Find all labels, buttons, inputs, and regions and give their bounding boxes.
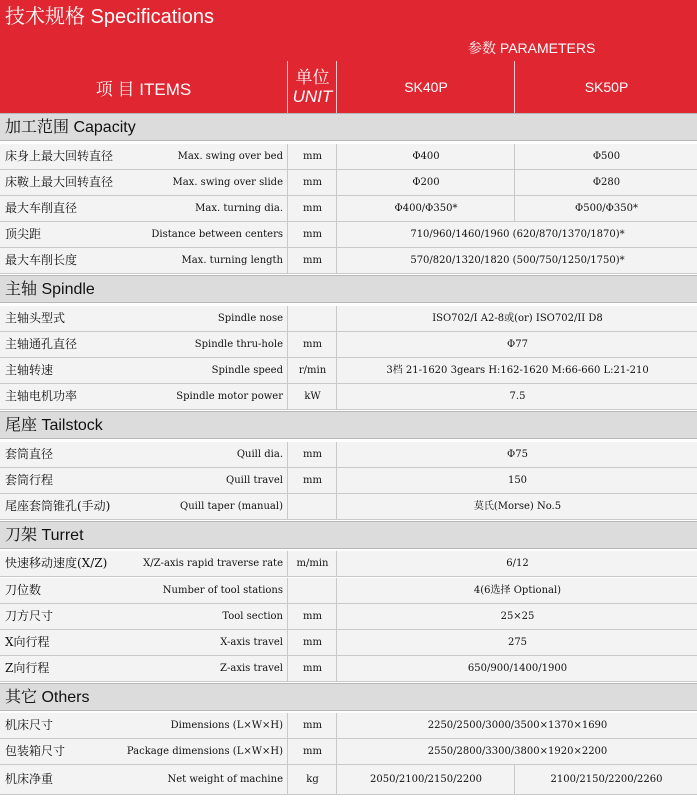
row-unit: mm [287, 222, 337, 247]
row-label-en: Spindle speed [211, 365, 283, 376]
row-unit: r/min [287, 358, 337, 383]
row-label-cn: 套筒行程 [5, 473, 54, 487]
row-label-en: Quill dia. [236, 449, 283, 460]
table-row [0, 765, 697, 795]
row-value-sk50p: 2100/2150/2200/2260 [514, 765, 697, 794]
row-label-en: Quill taper (manual) [180, 501, 283, 512]
table-row [0, 739, 697, 765]
section-title: 刀架 Turret [5, 527, 84, 544]
row-value-sk40p: 2050/2100/2150/2200 [336, 765, 515, 794]
row-label-en: Spindle motor power [176, 391, 283, 402]
row-value-shared: Φ77 [336, 332, 697, 357]
row-unit: m/min [287, 551, 337, 576]
row-unit: mm [287, 196, 337, 221]
row-unit: mm [287, 144, 337, 169]
row-value-shared: 2250/2500/3000/3500×1370×1690 [336, 713, 697, 738]
row-unit: mm [287, 248, 337, 273]
row-unit: mm [287, 442, 337, 467]
row-label-cn: 机床尺寸 [5, 718, 54, 732]
row-value-shared: 275 [336, 630, 697, 655]
section-spindle [0, 275, 697, 303]
row-label-en: Number of tool stations [162, 585, 283, 596]
row-unit: mm [287, 739, 337, 764]
section-others [0, 683, 697, 711]
row-label-en: Spindle thru-hole [194, 339, 283, 350]
row-value-sk50p: Φ280 [514, 170, 697, 195]
row-value-shared: 150 [336, 468, 697, 493]
section-turret [0, 521, 697, 549]
row-label-en: Max. swing over bed [177, 151, 283, 162]
parameters-bar [0, 35, 697, 61]
row-unit: kW [287, 384, 337, 409]
row-label-cn: 套筒直径 [5, 447, 54, 461]
row-value-shared: 650/900/1400/1900 [336, 656, 697, 681]
row-value-shared: 3档 21-1620 3gears H:162-1620 M:66-660 L:21-210 [336, 358, 697, 383]
row-label-cn: 尾座套筒锥孔(手动) [5, 499, 111, 513]
row-label-cn: 顶尖距 [5, 227, 42, 241]
table-row [0, 144, 697, 170]
header-unit-cn: 单位 [295, 68, 330, 87]
section-title: 加工范围 Capacity [5, 119, 136, 136]
row-label-cn: 主轴电机功率 [5, 389, 78, 403]
row-unit: mm [287, 468, 337, 493]
header-items: 项 目 ITEMS [95, 79, 192, 99]
row-label-en: Max. turning dia. [195, 203, 283, 214]
row-label-cn: 主轴转速 [5, 363, 54, 377]
row-label-en: Max. turning length [181, 255, 283, 266]
parameters-label: 参数 PARAMETERS [468, 40, 596, 56]
table-row [0, 384, 697, 410]
table-row [0, 306, 697, 332]
row-label-cn: Z向行程 [5, 661, 50, 675]
header-unit-en: UNIT [292, 87, 333, 106]
row-unit: mm [287, 604, 337, 629]
row-label-cn: X向行程 [5, 635, 50, 649]
row-label-cn: 最大车削直径 [5, 201, 78, 215]
row-label-cn: 包装箱尺寸 [5, 744, 66, 758]
row-label-cn: 床身上最大回转直径 [5, 149, 114, 163]
table-row [0, 630, 697, 656]
table-row [0, 222, 697, 248]
row-unit: mm [287, 656, 337, 681]
row-label-en: Net weight of machine [167, 774, 283, 785]
row-label-cn: 最大车削长度 [5, 253, 78, 267]
row-label-cn: 主轴通孔直径 [5, 337, 78, 351]
row-value-shared: ISO702/I A2-8或(or) ISO702/II D8 [336, 306, 697, 331]
row-label-cn: 主轴头型式 [5, 311, 66, 325]
row-value-shared: 710/960/1460/1960 (620/870/1370/1870)* [336, 222, 697, 247]
table-row [0, 713, 697, 739]
row-value-shared: Φ75 [336, 442, 697, 467]
section-capacity [0, 113, 697, 141]
section-title: 主轴 Spindle [5, 281, 95, 298]
row-value-shared: 570/820/1320/1820 (500/750/1250/1750)* [336, 248, 697, 273]
header-unit [287, 61, 337, 113]
section-tailstock [0, 411, 697, 439]
table-row [0, 551, 697, 577]
section-title: 其它 Others [5, 689, 90, 706]
table-row [0, 248, 697, 274]
table-row [0, 442, 697, 468]
row-value-shared: 4(6选择 Optional) [336, 578, 697, 603]
row-value-shared: 6/12 [336, 551, 697, 576]
row-value-sk50p: Φ500/Φ350* [514, 196, 697, 221]
row-value-sk40p: Φ400 [336, 144, 515, 169]
row-unit: mm [287, 630, 337, 655]
row-value-sk40p: Φ400/Φ350* [336, 196, 515, 221]
row-unit [287, 306, 337, 331]
row-unit [287, 494, 337, 519]
row-value-sk40p: Φ200 [336, 170, 515, 195]
row-value-shared: 莫氏(Morse) No.5 [336, 494, 697, 519]
row-value-shared: 25×25 [336, 604, 697, 629]
row-label-en: Package dimensions (L×W×H) [126, 746, 283, 757]
row-label-en: Max. swing over slide [172, 177, 283, 188]
row-label-cn: 刀方尺寸 [5, 609, 54, 623]
table-row [0, 494, 697, 520]
table-row [0, 468, 697, 494]
table-row [0, 170, 697, 196]
row-label-en: Distance between centers [151, 229, 283, 240]
row-label-en: Tool section [222, 611, 283, 622]
row-unit [287, 578, 337, 603]
row-label-en: Dimensions (L×W×H) [170, 720, 283, 731]
header-model-sk50p: SK50P [514, 61, 697, 113]
table-row [0, 604, 697, 630]
table-row [0, 196, 697, 222]
section-title: 尾座 Tailstock [5, 417, 103, 434]
row-unit: mm [287, 332, 337, 357]
row-unit: kg [287, 765, 337, 794]
row-value-shared: 7.5 [336, 384, 697, 409]
row-label-cn: 快速移动速度(X/Z) [5, 556, 108, 570]
row-label-en: Spindle nose [217, 313, 283, 324]
row-label-en: Z-axis travel [220, 663, 283, 674]
row-label-cn: 刀位数 [5, 583, 42, 597]
title-banner [0, 0, 697, 35]
table-row [0, 358, 697, 384]
row-label-cn: 机床净重 [5, 772, 54, 786]
table-row [0, 656, 697, 682]
row-value-shared: 2550/2800/3300/3800×1920×2200 [336, 739, 697, 764]
row-label-cn: 床鞍上最大回转直径 [5, 175, 114, 189]
table-row [0, 578, 697, 604]
page-title: 技术规格 Specifications [5, 6, 214, 28]
table-header [0, 61, 697, 113]
row-unit: mm [287, 170, 337, 195]
row-label-en: X-axis travel [220, 637, 283, 648]
row-label-en: Quill travel [226, 475, 283, 486]
row-label-en: X/Z-axis rapid traverse rate [143, 558, 283, 569]
table-row [0, 332, 697, 358]
row-value-sk50p: Φ500 [514, 144, 697, 169]
header-model-sk40p: SK40P [336, 61, 515, 113]
row-unit: mm [287, 713, 337, 738]
